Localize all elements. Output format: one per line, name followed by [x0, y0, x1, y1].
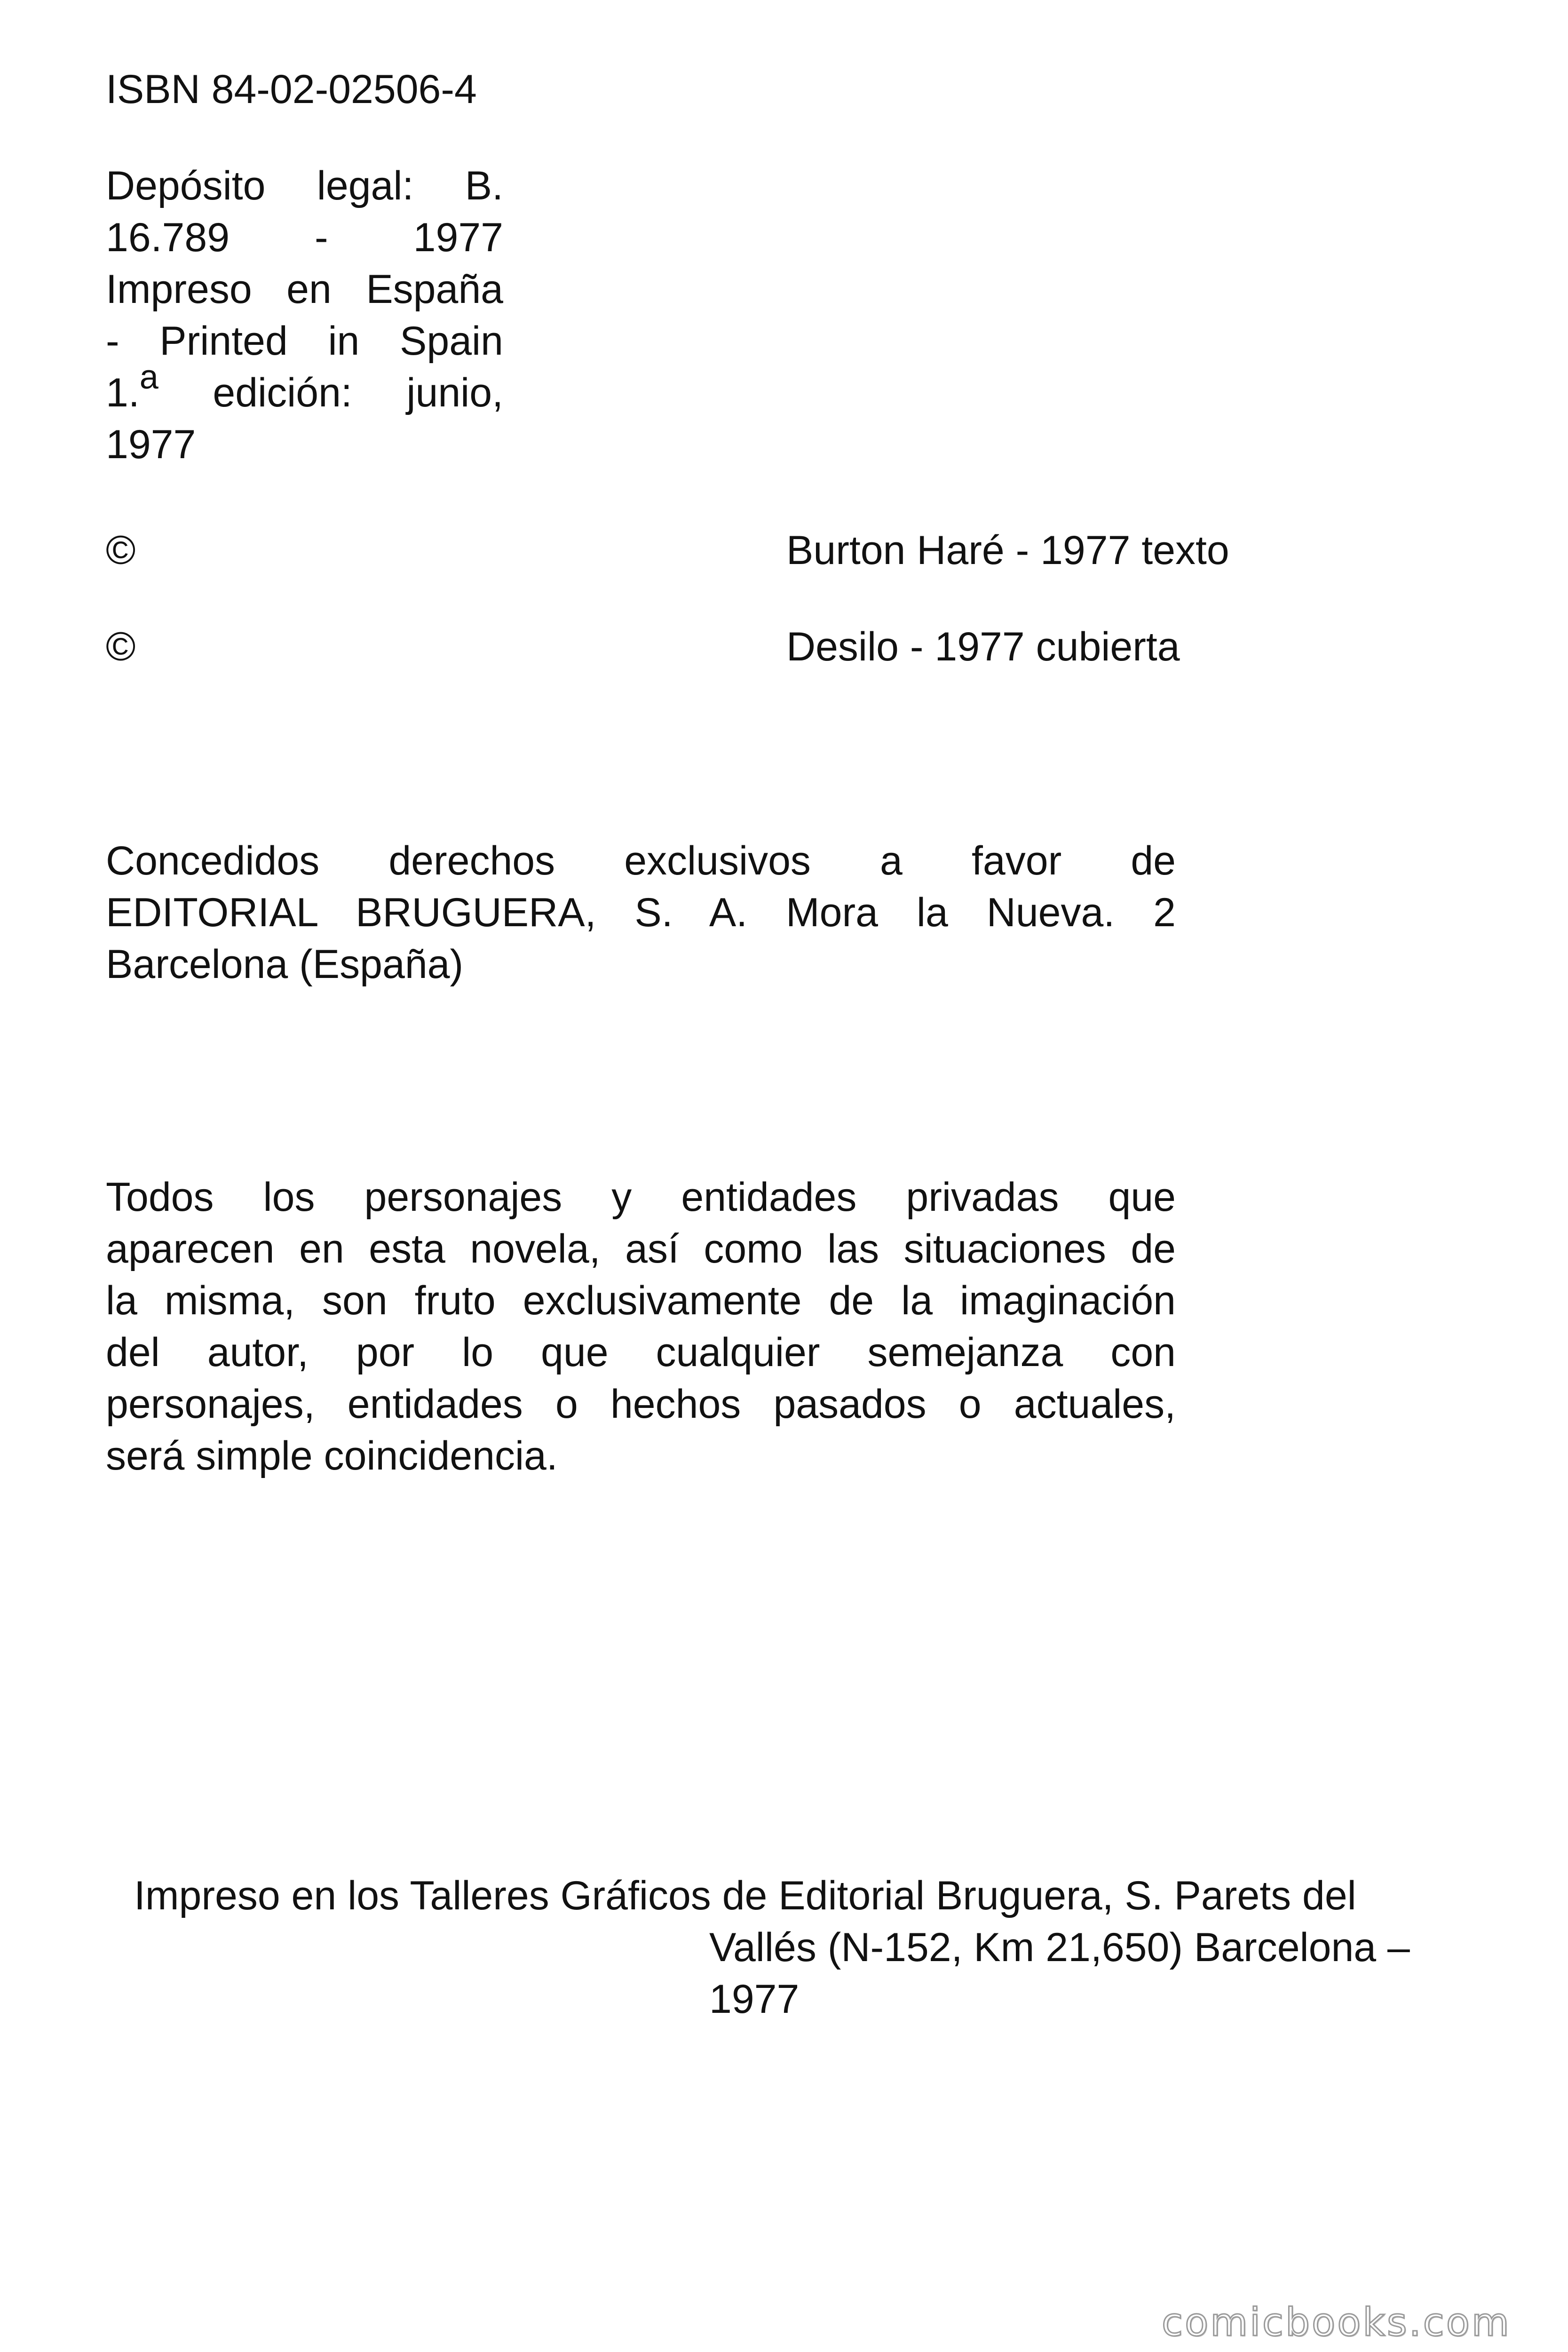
rights-block [106, 835, 1176, 990]
edition-line [106, 358, 503, 419]
copyright-symbol: © [106, 528, 136, 573]
legal-line: 16.789 - 1977 [106, 215, 503, 260]
legal-line: Impreso en España [106, 267, 503, 312]
cover-copyright: Desilo - 1977 cubierta [786, 624, 1180, 669]
watermark-logo: comicbooks.com [1162, 2300, 1511, 2345]
disclaimer-line: del autor, por lo que cualquier semejanza con [106, 1330, 1176, 1375]
edition-number: 1. [106, 370, 140, 415]
printer-line: Vallés (N-152, Km 21,650) Barcelona – [709, 1925, 1410, 1970]
disclaimer-line: aparecen en esta novela, así como las situaciones de [106, 1226, 1176, 1271]
legal-line: Depósito legal: B. [106, 163, 503, 208]
legal-line: 1977 [106, 422, 196, 467]
printer-line: 1977 [709, 1977, 800, 2022]
disclaimer-line: la misma, son fruto exclusivamente de la imaginación [106, 1278, 1176, 1323]
printer-line: Impreso en los Talleres Gráficos de Editorial Bruguera, S. Parets del [134, 1873, 1356, 1918]
legal-deposit-block [106, 160, 503, 470]
rights-line: EDITORIAL BRUGUERA, S. A. Mora la Nueva. 2 [106, 890, 1176, 935]
disclaimer-line: personajes, entidades o hechos pasados o actuales, [106, 1382, 1176, 1427]
rights-line: Barcelona (España) [106, 942, 464, 987]
disclaimer-block [106, 1171, 1176, 1482]
disclaimer-line: será simple coincidencia. [106, 1433, 558, 1478]
disclaimer-line: Todos los personajes y entidades privadas que [106, 1175, 1176, 1220]
edition-ordinal: a [139, 358, 158, 396]
rights-line: Concedidos derechos exclusivos a favor de [106, 838, 1176, 883]
text-copyright: Burton Haré - 1977 texto [786, 528, 1229, 573]
legal-line: - Printed in Spain [106, 318, 503, 364]
isbn-line: ISBN 84-02-02506-4 [106, 67, 477, 112]
edition-date: edición: junio, [213, 370, 503, 415]
copyright-symbol: © [106, 624, 136, 669]
